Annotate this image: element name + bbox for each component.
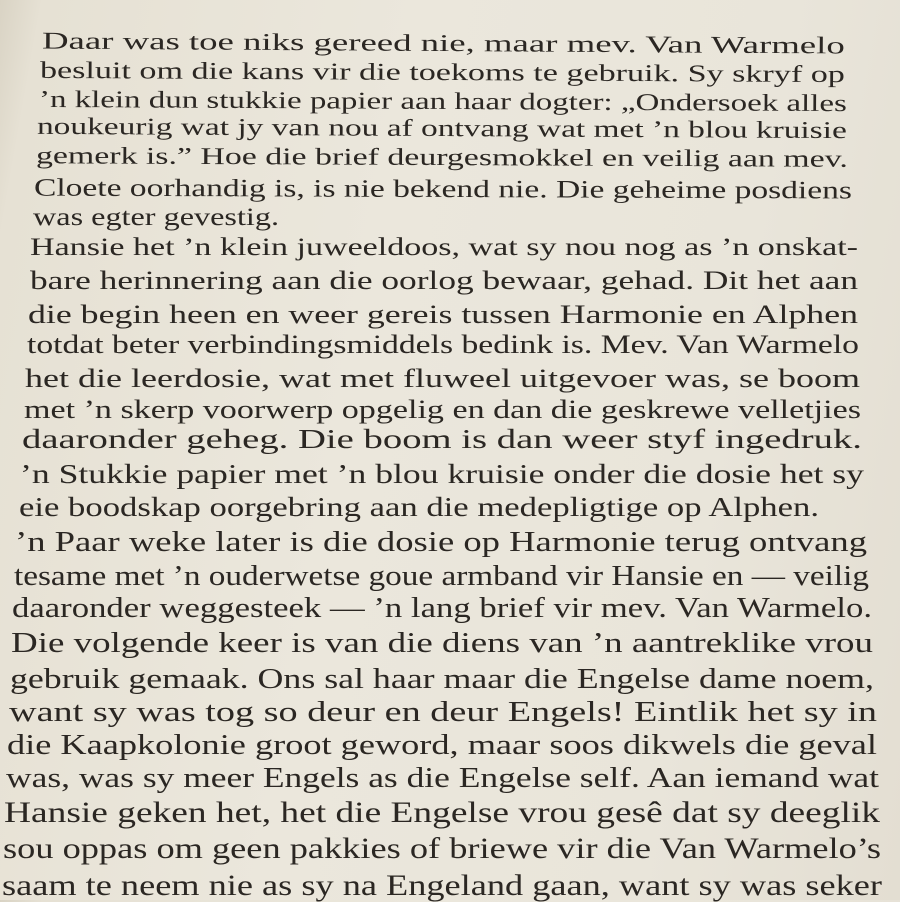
text-line: besluit om die kans vir die toekoms te gebruik. Sy skryf op [39,57,845,89]
text-line: was, was sy meer Engels as die Engelse self. Aan iemand wat [6,762,879,794]
text-line: saam te neem nie as sy na Engeland gaan, want sy was seker [2,869,882,902]
text-line: tesame met ’n ouderwetse goue armband vir Hansie en — veilig [14,561,869,592]
text-line: die begin heen en weer gereis tussen Harmonie en Alphen [28,300,858,329]
text-line: daaronder geheg. Die boom is dan weer styf ingedruk. [22,424,862,454]
text-line: Daar was toe niks gereed nie, maar mev. Van Warmelo [41,28,845,60]
text-line: het die leerdosie, wat met fluweel uitgevoer was, se boom [25,364,860,393]
text-line: eie boodskap oorgebring aan die medepligtige op Alphen. [19,492,819,522]
text-line: bare herinnering aan die oorlog bewaar, gehad. Dit het aan [30,266,858,295]
text-line: ’n Stukkie papier met ’n blou kruisie onder die dosie het sy [20,459,865,489]
text-line: gebruik gemaak. Ons sal haar maar die Engelse dame noem, [10,663,874,695]
text-line: gemerk is.” Hoe die brief deurgesmokkel en veilig aan mev. [35,143,848,173]
text-line: Hansie geken het, het die Engelse vrou gesê dat sy deeglik [4,796,880,829]
text-line: want sy was tog so deur en deur Engels! Eintlik het sy in [9,696,877,728]
text-line: Die volgende keer is van die diens van ’n aantreklike vrou [11,628,873,659]
text-line: sou oppas om geen pakkies of briewe vir die Van Warmelo’s [3,832,882,865]
text-line: noukeurig wat jy van nou af ontvang wat met ’n blou kruisie [36,113,847,145]
text-line: ’n Paar weke later is die dosie op Harmonie terug ontvang [15,527,867,558]
text-line: ’n klein dun stukkie papier aan haar dogter: „Ondersoek alles [38,86,847,118]
text-line: Hansie het ’n klein juweeldoos, wat sy nou nog as ’n onskat- [30,234,858,261]
text-line: die Kaapkolonie groot geword, maar soos dikwels die geval [7,729,877,761]
text-line: totdat beter verbindingsmiddels bedink is. Mev. Van Warmelo [27,330,860,359]
text-line: was egter gevestig. [33,204,279,231]
text-line: daaronder weggesteek — ’n lang brief vir mev. Van Warmelo. [12,593,872,624]
text-line: Cloete oorhandig is, is nie bekend nie. Die geheime posdiens [33,174,852,205]
text-line: met ’n skerp voorwerp opgelig en dan die geskrewe velletjies [24,395,861,424]
